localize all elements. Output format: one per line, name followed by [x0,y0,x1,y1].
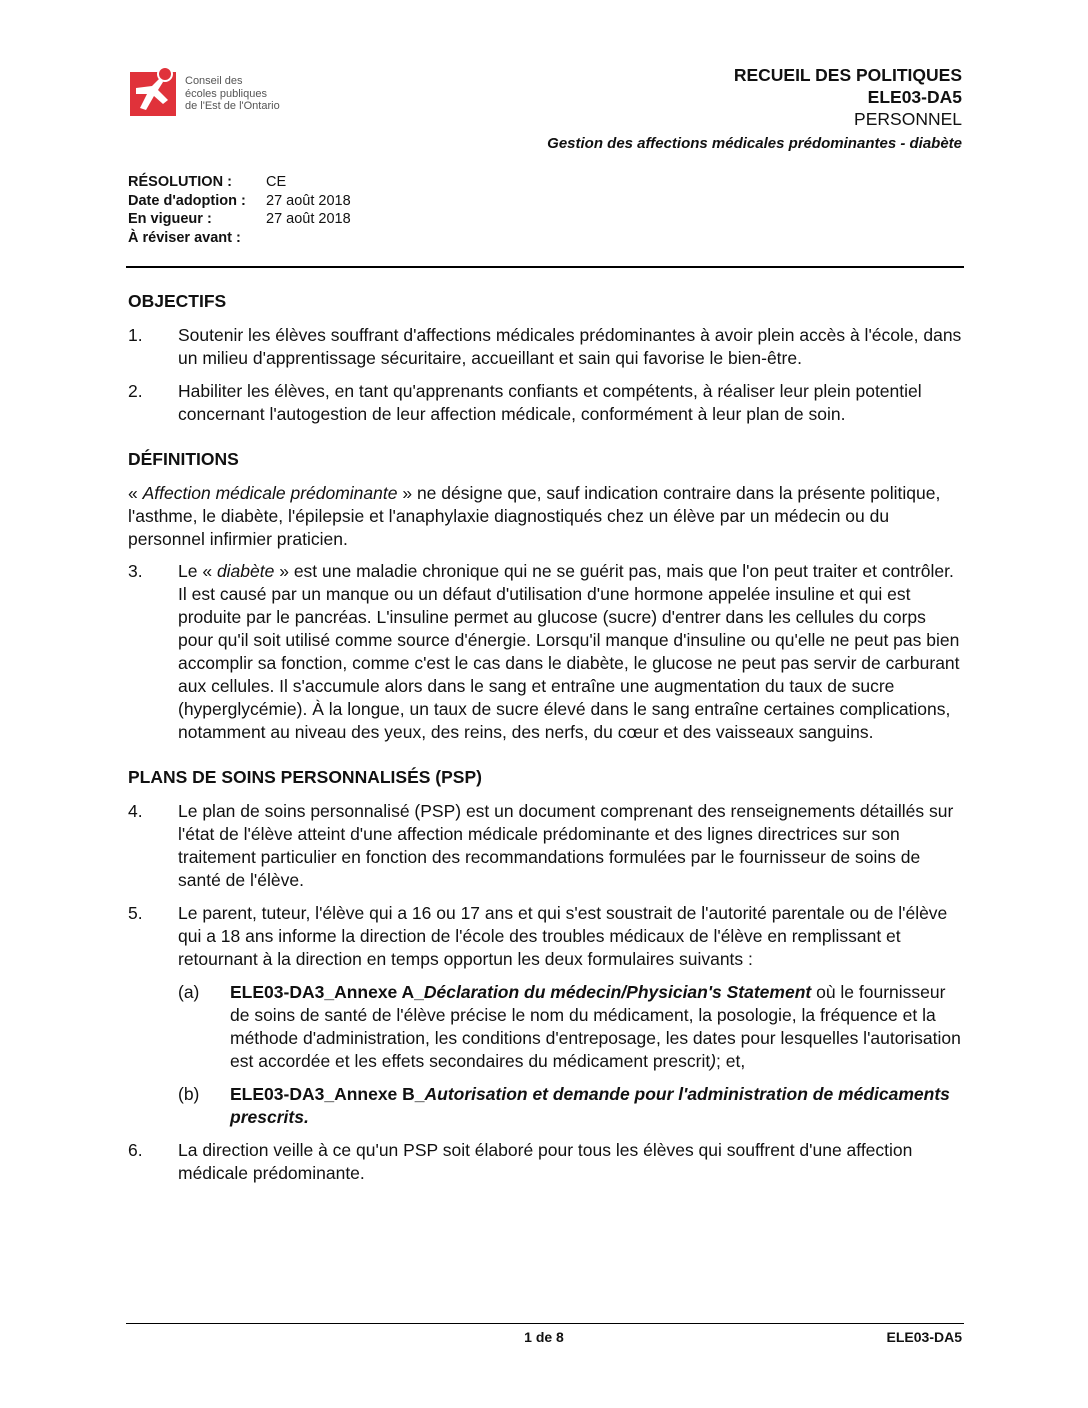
sub-list-item [178,981,964,1073]
sub-item-tail: ; et, [716,1051,746,1071]
item-number: 6. [128,1140,143,1160]
item-number: 1. [128,325,143,345]
document-subject: Gestion des affections médicales prédominantes - diabète [547,135,962,152]
sub-item-text [230,981,964,1073]
meta-label: RÉSOLUTION : [128,174,232,190]
item-number: 2. [128,381,143,401]
document-header [547,64,962,155]
quote-open: « [128,483,143,503]
form-reference: ELE03-DA3_Annexe B_ [230,1084,425,1104]
sub-item-paren: ) [710,1051,717,1071]
collection-title: RECUEIL DES POLITIQUES [733,65,962,85]
defined-term: Affection médicale prédominante [142,483,398,503]
sub-list-item [178,1083,964,1129]
meta-value: CE [266,174,287,190]
logo-line-3: de l'Est de l'Ontario [185,100,280,112]
item-body [178,902,964,1129]
list-item [128,324,964,370]
page-number: 1 de 8 [524,1329,564,1345]
list-item [128,902,964,1129]
document-body [128,290,964,1207]
item-number: 3. [128,561,143,581]
meta-value: 27 août 2018 [266,211,351,227]
list-item [128,800,964,892]
list-item [128,380,964,426]
form-reference: ELE03-DA3_Annexe A_ [230,982,424,1002]
item-text: Le plan de soins personnalisé (PSP) est un document comprenant des renseignements détaillés sur l'état de l'élève atteint d'une affection médicale prédominante et des lignes directrices sur son traitement particulier en fonction des recommandations formulées par le fournisseur de soins de santé de l'élève. [178,801,954,890]
section-heading: DÉFINITIONS [128,449,239,469]
header-divider [126,266,964,268]
section-definitions [128,448,964,744]
meta-row [128,192,351,211]
item-rest: » est une maladie chronique qui ne se guérit pas, mais que l'on peut traiter et contrôler. Il est causé par un manque ou un défaut d'utilisation d'une hormone appelée insuline et qui est produite par le pancréas. L'insuline permet au glucose (sucre) d'entrer dans les cellules du corps pour qu'il soit utilisé comme source d'énergie. Lorsqu'il manque d'insuline ou qu'elle ne peut pas bien accomplir sa fonction, comme c'est le cas dans le diabète, le glucose ne peut pas servir de carburant aux cellules. Il s'accumule alors dans le sang et entraîne une augmentation du taux de sucre (hyperglycémie). À la longue, un taux de sucre élevé dans le sang entraîne certaines complications, notamment au niveau des yeux, des reins, des nerfs, du cœur et des vaisseaux sanguins. [178,561,960,742]
sub-item-tail: . [303,1107,309,1127]
footer-divider [126,1323,964,1324]
sub-item-text [230,1083,964,1129]
item-number: 4. [128,801,143,821]
resolution-meta [128,173,351,247]
section-heading: OBJECTIFS [128,291,227,311]
meta-label: Date d'adoption : [128,192,246,209]
definition-paragraph [128,482,964,551]
section-heading: PLANS DE SOINS PERSONNALISÉS (PSP) [128,767,482,787]
item-text: Soutenir les élèves souffrant d'affections médicales prédominantes à avoir plein accès à l'école, dans un milieu d'apprentissage sécuritaire, accueillant et sain qui favorise le bien-être. [178,325,962,368]
document-category: PERSONNEL [854,109,962,129]
footer-document-code: ELE03-DA5 [886,1329,962,1345]
meta-value: 27 août 2018 [266,192,351,209]
item-text: Le parent, tuteur, l'élève qui a 16 ou 17 ans et qui s'est soustrait de l'autorité parentale ou de l'élève qui a 18 ans informe la direction de l'école des troubles médicaux de l'élève en remplissant et retournant à la direction en temps opportun les deux formulaires suivants : [178,903,948,969]
meta-row [128,210,351,229]
ceepeo-logo-icon [130,66,176,116]
section-objectifs [128,290,964,426]
list-item [128,1139,964,1185]
logo-line-1: Conseil des [185,75,243,87]
item-text: Habiliter les élèves, en tant qu'apprenants confiants et compétents, à réaliser leur plein potentiel concernant l'autogestion de leur affection médicale, conformément à leur plan de soin. [178,381,922,424]
item-pre: Le « [178,561,217,581]
meta-row [128,173,351,192]
item-text: La direction veille à ce qu'un PSP soit élaboré pour tous les élèves qui souffrent d'une affection médicale prédominante. [178,1140,913,1183]
meta-label: En vigueur : [128,211,212,227]
sub-item-label: (b) [178,1084,200,1104]
item-number: 5. [128,903,143,923]
defined-term: diabète [216,561,275,581]
document-code: ELE03-DA5 [867,87,962,107]
meta-row [128,229,351,248]
logo-text [185,75,280,113]
form-title: Autorisation et demande pour l'administration de médicaments prescrits [230,1084,950,1127]
list-item [128,560,964,744]
meta-label: À réviser avant : [128,229,241,246]
item-text [178,560,964,744]
logo-line-2: écoles publiques [185,87,267,100]
definition-text: » ne désigne que, sauf indication contraire dans la présente politique, l'asthme, le diabète, l'épilepsie et l'anaphylaxie diagnostiqués chez un élève par un médecin ou du personnel infirmier praticien. [128,483,941,549]
section-psp [128,766,964,1185]
sub-item-rest: où le fournisseur de soins de santé de l'élève précise le nom du médicament, la posologie, la fréquence et la méthode d'administration, les conditions d'entreposage, les dates pour lesquelles l'autorisation est accordée et les effets secondaires du médicament prescrit [230,982,961,1071]
sub-item-label: (a) [178,982,200,1002]
form-title: Déclaration du médecin/Physician's Statement [423,982,812,1002]
